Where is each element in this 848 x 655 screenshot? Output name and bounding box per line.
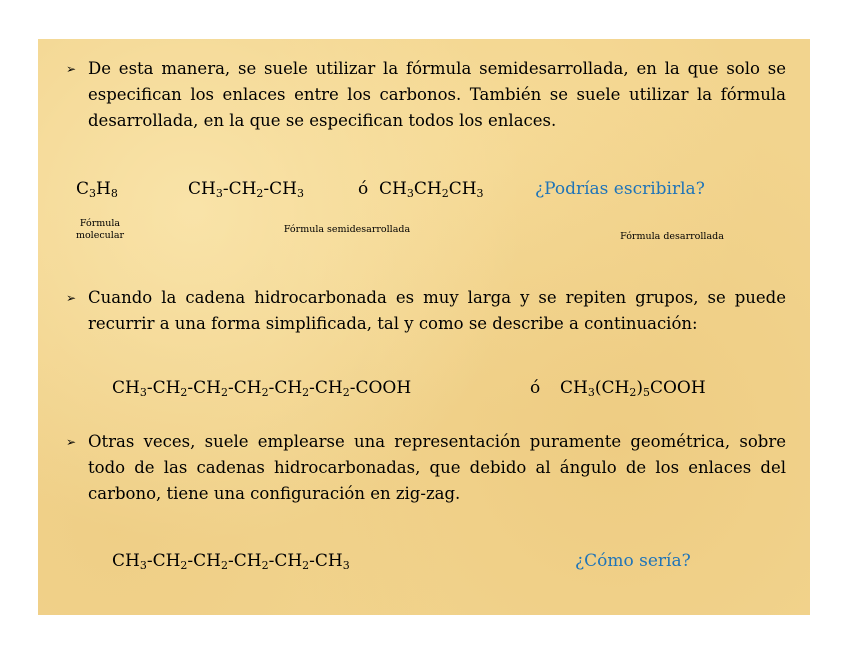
formula2-connector-o: ó (530, 378, 541, 398)
arrowhead-bullet-icon: ➢ (66, 291, 77, 305)
arrowhead-bullet-icon: ➢ (66, 62, 77, 76)
formula-simplified-cooh: $CH_3(CH_2)_5COOH$ (560, 378, 706, 399)
bullet-paragraph-1 (66, 56, 786, 134)
caption-formula-molecular: Fórmula molecular (75, 218, 125, 241)
bullet-paragraph-2 (66, 285, 786, 337)
question-podrias-escribirla: ¿Podrías escribirla? (535, 179, 705, 199)
bullet-text-1: De esta manera, se suele utilizar la fórmula semidesarrollada, en la que solo se especifican los enlaces entre los carbonos. También se suele utilizar la fórmula desarrollada, en la que se especifican todos los enlaces. (88, 59, 786, 130)
formula-condensed: $CH_3CH_2CH_3$ (379, 179, 484, 200)
formula-molecular: $C_3H_8$ (76, 179, 118, 200)
bullet-text-3: Otras veces, suele emplearse una representación puramente geométrica, sobre todo de las cadenas hidrocarbonadas, que debido al ángulo de los enlaces del carbono, tiene una configuración en zig-zag. (88, 432, 786, 503)
caption-formula-semidesarrollada: Fórmula semidesarrollada (283, 224, 411, 235)
formula-hexane-chain: $CH_3-CH_2-CH_2-CH_2-CH_2-CH_3$ (112, 551, 350, 572)
formula-semidesarrollada: $CH_3-CH_2-CH_3$ (188, 179, 304, 200)
caption-formula-desarrollada: Fórmula desarrollada (620, 231, 724, 242)
bullet-text-2: Cuando la cadena hidrocarbonada es muy larga y se repiten grupos, se puede recurrir a una forma simplificada, tal y como se describe a continuación: (88, 288, 786, 333)
formula-long-chain-cooh: $CH_3-CH_2-CH_2-CH_2-CH_2-CH_2$-COOH (112, 378, 412, 399)
arrowhead-bullet-icon: ➢ (66, 435, 77, 449)
slide (38, 39, 810, 615)
formula-connector-o: ó (358, 179, 369, 199)
bullet-paragraph-3 (66, 429, 786, 507)
question-como-seria: ¿Cómo sería? (575, 551, 691, 571)
